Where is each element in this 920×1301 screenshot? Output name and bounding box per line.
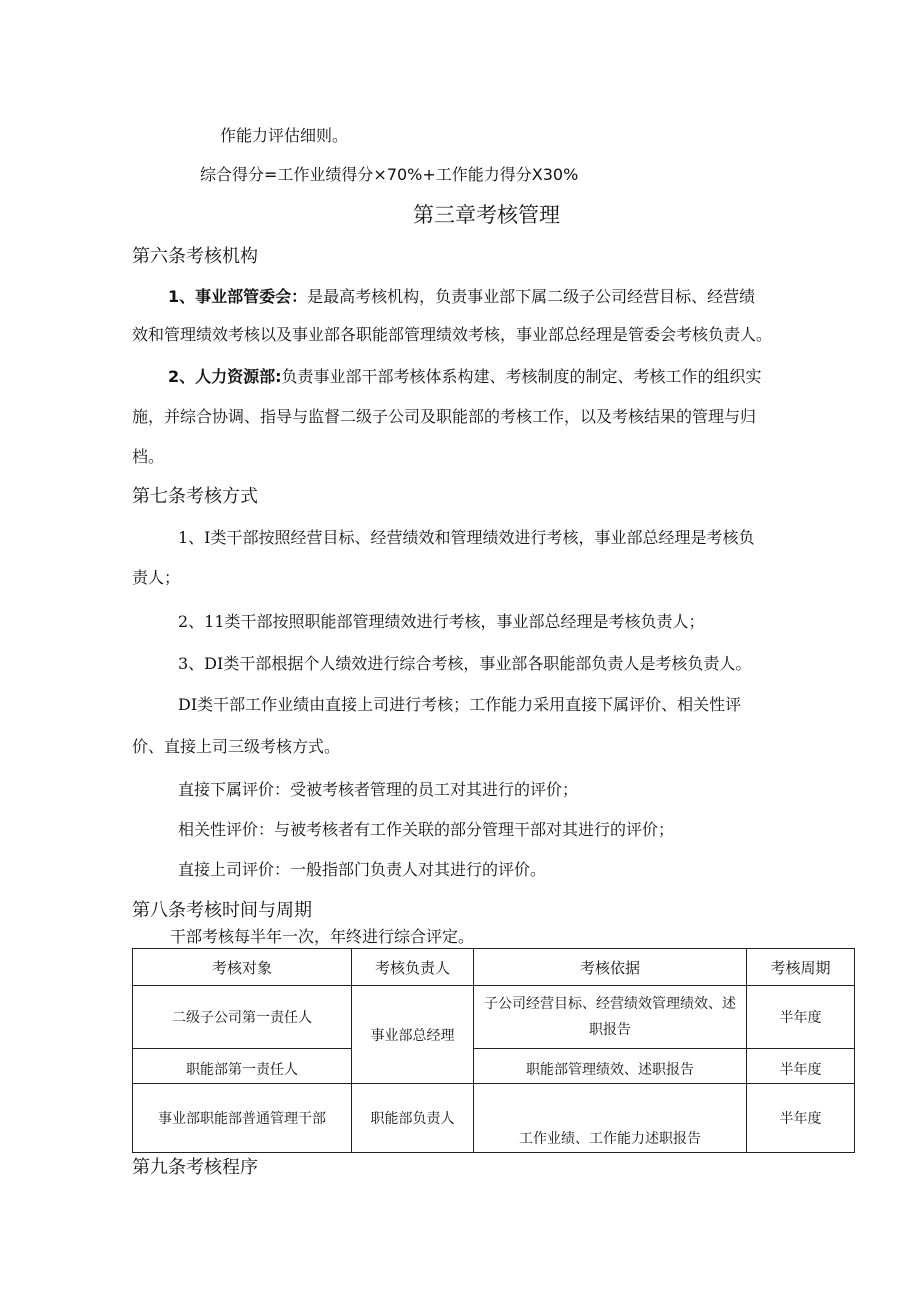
formula-line: 综合得分=工作业绩得分×70%+工作能力得分X30%: [200, 165, 579, 184]
table-cell-cycle: 半年度: [747, 1049, 855, 1084]
assessment-table: [132, 948, 855, 1153]
article6-item2-cont: 施，并综合协调、指导与监督二级子公司及职能部的考核工作，以及考核结果的管理与归: [132, 407, 757, 426]
table-cell-target: 二级子公司第一责任人: [133, 986, 352, 1049]
intro-line: 作能力评估细则。: [220, 126, 349, 145]
article7-p1-cont: 责人；: [132, 568, 181, 587]
table-row: [133, 1084, 855, 1153]
chapter-title: 第三章考核管理: [413, 203, 560, 227]
article7-p5: 直接下属评价：受被考核者管理的员工对其进行的评价；: [178, 780, 579, 799]
table-header: 考核负责人: [352, 949, 474, 986]
table-row: [133, 986, 855, 1049]
article6-item2-text: 负责事业部干部考核体系构建、考核制度的制定、考核工作的组织实: [281, 367, 762, 386]
table-cell-cycle: 半年度: [747, 1084, 855, 1153]
article7-p3: 3、DI类干部根据个人绩效进行综合考核，事业部各职能部负责人是考核负责人。: [178, 654, 752, 673]
article7-p4-cont: 价、直接上司三级考核方式。: [132, 737, 341, 756]
article6-item1: [168, 287, 755, 307]
article7-heading: 第七条考核方式: [132, 486, 258, 507]
article8-desc: 干部考核每半年一次，年终进行综合评定。: [170, 927, 475, 946]
article9-heading: 第九条考核程序: [132, 1157, 258, 1178]
table-cell-basis-text: 子公司经营目标、经营绩效管理绩效、述职报告: [484, 996, 736, 1038]
table-cell-cycle: 半年度: [747, 986, 855, 1049]
article6-item1-label: 1、事业部管委会：: [168, 287, 308, 306]
table-cell-owner: 职能部负责人: [352, 1084, 474, 1153]
article6-heading: 第六条考核机构: [132, 246, 258, 267]
table-header: 考核依据: [474, 949, 747, 986]
table-header: 考核周期: [747, 949, 855, 986]
table-cell-target: 职能部第一责任人: [133, 1049, 352, 1084]
article8-heading: 第八条考核时间与周期: [132, 900, 312, 921]
table-cell-basis: 职能部管理绩效、述职报告: [474, 1049, 747, 1084]
table-header-row: [133, 949, 855, 986]
table-cell-basis: 工作业绩、工作能力述职报告: [474, 1084, 747, 1153]
article6-item2-cont2: 档。: [132, 447, 165, 466]
article7-p1: 1、I类干部按照经营目标、经营绩效和管理绩效进行考核，事业部总经理是考核负: [178, 528, 755, 547]
article6-item2-label: 2、人力资源部:: [168, 367, 282, 386]
article7-p6: 相关性评价：与被考核者有工作关联的部分管理干部对其进行的评价；: [178, 820, 675, 839]
table-row: [133, 1049, 855, 1084]
table-header: 考核对象: [133, 949, 352, 986]
table-cell-target: 事业部职能部普通管理干部: [133, 1084, 352, 1153]
article6-item1-cont: 效和管理绩效考核以及事业部各职能部管理绩效考核，事业部总经理是管委会考核负责人。: [132, 325, 773, 344]
article7-p7: 直接上司评价：一般指部门负责人对其进行的评价。: [178, 860, 547, 879]
table-cell-owner: 事业部总经理: [352, 986, 474, 1084]
table-cell-basis: [474, 986, 747, 1049]
article7-p2: 2、11类干部按照职能部管理绩效进行考核，事业部总经理是考核负责人；: [178, 612, 705, 631]
article6-item1-text: 是最高考核机构，负责事业部下属二级子公司经营目标、经营绩: [307, 287, 756, 306]
article7-p4: DI类干部工作业绩由直接上司进行考核；工作能力采用直接下属评价、相关性评: [178, 695, 742, 714]
article6-item2: [168, 367, 762, 387]
